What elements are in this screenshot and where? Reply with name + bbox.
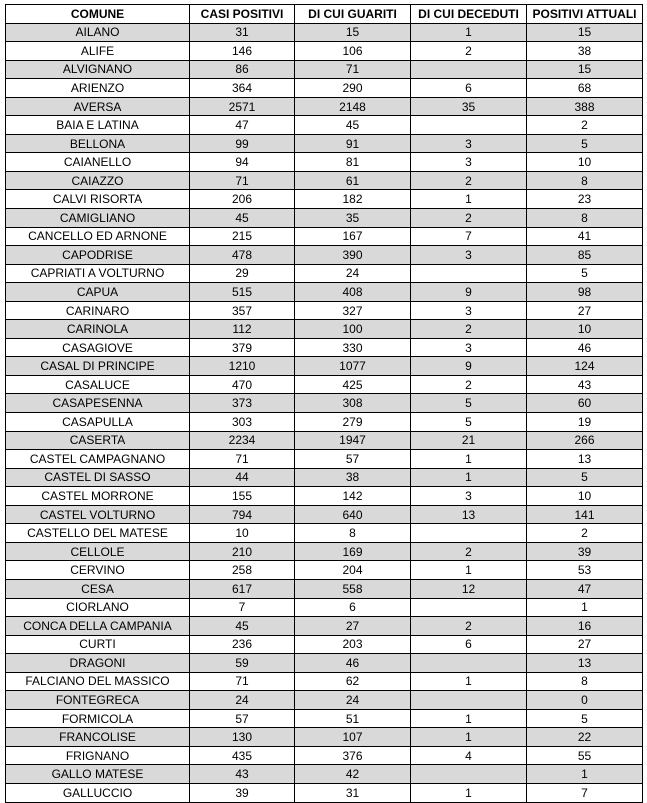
cell-positivi-attuali: 10 bbox=[527, 153, 643, 172]
cell-comune: FRIGNANO bbox=[6, 746, 190, 765]
cell-casi-positivi: 236 bbox=[190, 635, 295, 654]
cell-casi-positivi: 1210 bbox=[190, 357, 295, 376]
table-row bbox=[6, 42, 643, 61]
cell-positivi-attuali: 15 bbox=[527, 60, 643, 79]
cell-deceduti: 6 bbox=[411, 79, 527, 98]
table-row bbox=[6, 190, 643, 209]
cell-deceduti: 6 bbox=[411, 635, 527, 654]
cell-casi-positivi: 2571 bbox=[190, 97, 295, 116]
cell-comune: CASTEL CAMPAGNANO bbox=[6, 450, 190, 469]
cell-guariti: 57 bbox=[295, 450, 411, 469]
cell-deceduti: 9 bbox=[411, 283, 527, 302]
table-row bbox=[6, 23, 643, 42]
cell-guariti: 62 bbox=[295, 672, 411, 691]
cell-casi-positivi: 303 bbox=[190, 413, 295, 432]
cell-guariti: 558 bbox=[295, 579, 411, 598]
cell-guariti: 330 bbox=[295, 338, 411, 357]
cell-deceduti: 21 bbox=[411, 431, 527, 450]
cell-casi-positivi: 364 bbox=[190, 79, 295, 98]
cell-casi-positivi: 45 bbox=[190, 617, 295, 636]
cell-deceduti: 3 bbox=[411, 301, 527, 320]
cell-deceduti: 5 bbox=[411, 394, 527, 413]
cell-deceduti: 7 bbox=[411, 227, 527, 246]
table-row bbox=[6, 561, 643, 580]
cell-guariti: 8 bbox=[295, 524, 411, 543]
table-row bbox=[6, 394, 643, 413]
cell-guariti: 142 bbox=[295, 487, 411, 506]
cell-casi-positivi: 130 bbox=[190, 728, 295, 747]
table-row bbox=[6, 209, 643, 228]
cell-guariti: 51 bbox=[295, 709, 411, 728]
cell-positivi-attuali: 1 bbox=[527, 765, 643, 784]
cell-casi-positivi: 59 bbox=[190, 654, 295, 673]
cell-comune: ALVIGNANO bbox=[6, 60, 190, 79]
cell-positivi-attuali: 141 bbox=[527, 505, 643, 524]
cell-comune: CASAPULLA bbox=[6, 413, 190, 432]
cell-deceduti bbox=[411, 60, 527, 79]
cell-deceduti bbox=[411, 691, 527, 710]
cell-positivi-attuali: 39 bbox=[527, 542, 643, 561]
cell-casi-positivi: 357 bbox=[190, 301, 295, 320]
cell-guariti: 91 bbox=[295, 134, 411, 153]
cell-casi-positivi: 57 bbox=[190, 709, 295, 728]
cell-positivi-attuali: 13 bbox=[527, 450, 643, 469]
cell-deceduti: 1 bbox=[411, 23, 527, 42]
cell-deceduti: 1 bbox=[411, 561, 527, 580]
cell-positivi-attuali: 5 bbox=[527, 709, 643, 728]
cell-casi-positivi: 2234 bbox=[190, 431, 295, 450]
cell-comune: FONTEGRECA bbox=[6, 691, 190, 710]
table-row bbox=[6, 617, 643, 636]
cell-positivi-attuali: 8 bbox=[527, 171, 643, 190]
cell-deceduti: 1 bbox=[411, 728, 527, 747]
cell-deceduti: 13 bbox=[411, 505, 527, 524]
cell-guariti: 1947 bbox=[295, 431, 411, 450]
cell-positivi-attuali: 8 bbox=[527, 672, 643, 691]
table-row bbox=[6, 524, 643, 543]
cell-casi-positivi: 71 bbox=[190, 672, 295, 691]
cell-guariti: 327 bbox=[295, 301, 411, 320]
cell-comune: FRANCOLISE bbox=[6, 728, 190, 747]
cell-comune: CASAGIOVE bbox=[6, 338, 190, 357]
table-row bbox=[6, 301, 643, 320]
cell-comune: CAMIGLIANO bbox=[6, 209, 190, 228]
table-row bbox=[6, 134, 643, 153]
cell-deceduti: 2 bbox=[411, 375, 527, 394]
cell-positivi-attuali: 47 bbox=[527, 579, 643, 598]
cell-deceduti bbox=[411, 116, 527, 135]
cell-positivi-attuali: 7 bbox=[527, 783, 643, 802]
table-row bbox=[6, 97, 643, 116]
cell-positivi-attuali: 53 bbox=[527, 561, 643, 580]
cell-guariti: 107 bbox=[295, 728, 411, 747]
cell-deceduti: 9 bbox=[411, 357, 527, 376]
cell-casi-positivi: 206 bbox=[190, 190, 295, 209]
cell-guariti: 640 bbox=[295, 505, 411, 524]
cell-deceduti: 1 bbox=[411, 672, 527, 691]
cell-positivi-attuali: 266 bbox=[527, 431, 643, 450]
cell-comune: CONCA DELLA CAMPANIA bbox=[6, 617, 190, 636]
cell-guariti: 15 bbox=[295, 23, 411, 42]
cell-guariti: 81 bbox=[295, 153, 411, 172]
cell-comune: CAIANELLO bbox=[6, 153, 190, 172]
cell-positivi-attuali: 55 bbox=[527, 746, 643, 765]
cell-comune: GALLO MATESE bbox=[6, 765, 190, 784]
cell-deceduti: 2 bbox=[411, 42, 527, 61]
cell-casi-positivi: 258 bbox=[190, 561, 295, 580]
table-row bbox=[6, 468, 643, 487]
cell-comune: FALCIANO DEL MASSICO bbox=[6, 672, 190, 691]
table-row bbox=[6, 542, 643, 561]
cell-comune: CANCELLO ED ARNONE bbox=[6, 227, 190, 246]
header-casi-positivi: CASI POSITIVI bbox=[190, 5, 295, 24]
cell-casi-positivi: 794 bbox=[190, 505, 295, 524]
cell-deceduti: 3 bbox=[411, 153, 527, 172]
cell-comune: CARINARO bbox=[6, 301, 190, 320]
cell-casi-positivi: 43 bbox=[190, 765, 295, 784]
cell-comune: GALLUCCIO bbox=[6, 783, 190, 802]
cell-positivi-attuali: 1 bbox=[527, 598, 643, 617]
cell-guariti: 24 bbox=[295, 264, 411, 283]
cell-deceduti: 5 bbox=[411, 413, 527, 432]
table-row bbox=[6, 60, 643, 79]
table-row bbox=[6, 116, 643, 135]
cell-deceduti: 2 bbox=[411, 542, 527, 561]
cell-comune: CERVINO bbox=[6, 561, 190, 580]
cell-deceduti: 2 bbox=[411, 209, 527, 228]
cell-guariti: 45 bbox=[295, 116, 411, 135]
cell-deceduti bbox=[411, 654, 527, 673]
cell-deceduti: 2 bbox=[411, 171, 527, 190]
cell-positivi-attuali: 388 bbox=[527, 97, 643, 116]
covid-cases-table-container bbox=[5, 4, 642, 803]
cell-comune: CAIAZZO bbox=[6, 171, 190, 190]
cell-positivi-attuali: 10 bbox=[527, 320, 643, 339]
cell-deceduti bbox=[411, 524, 527, 543]
cell-casi-positivi: 373 bbox=[190, 394, 295, 413]
cell-comune: CAPODRISE bbox=[6, 246, 190, 265]
cell-guariti: 106 bbox=[295, 42, 411, 61]
cell-comune: CASERTA bbox=[6, 431, 190, 450]
cell-deceduti: 1 bbox=[411, 468, 527, 487]
table-row bbox=[6, 598, 643, 617]
cell-casi-positivi: 515 bbox=[190, 283, 295, 302]
table-row bbox=[6, 246, 643, 265]
table-row bbox=[6, 413, 643, 432]
cell-guariti: 42 bbox=[295, 765, 411, 784]
cell-positivi-attuali: 8 bbox=[527, 209, 643, 228]
cell-comune: ARIENZO bbox=[6, 79, 190, 98]
cell-positivi-attuali: 68 bbox=[527, 79, 643, 98]
cell-guariti: 46 bbox=[295, 654, 411, 673]
cell-casi-positivi: 215 bbox=[190, 227, 295, 246]
table-row bbox=[6, 691, 643, 710]
cell-comune: BELLONA bbox=[6, 134, 190, 153]
cell-deceduti: 1 bbox=[411, 783, 527, 802]
cell-deceduti: 3 bbox=[411, 338, 527, 357]
table-row bbox=[6, 654, 643, 673]
cell-positivi-attuali: 2 bbox=[527, 524, 643, 543]
cell-comune: CIORLANO bbox=[6, 598, 190, 617]
cell-comune: AILANO bbox=[6, 23, 190, 42]
table-row bbox=[6, 357, 643, 376]
cell-deceduti: 12 bbox=[411, 579, 527, 598]
cell-positivi-attuali: 13 bbox=[527, 654, 643, 673]
table-header bbox=[6, 5, 643, 24]
cell-deceduti: 35 bbox=[411, 97, 527, 116]
cell-positivi-attuali: 5 bbox=[527, 264, 643, 283]
cell-casi-positivi: 617 bbox=[190, 579, 295, 598]
table-row bbox=[6, 765, 643, 784]
table-row bbox=[6, 375, 643, 394]
cell-guariti: 24 bbox=[295, 691, 411, 710]
cell-deceduti: 4 bbox=[411, 746, 527, 765]
covid-cases-table bbox=[5, 4, 643, 803]
cell-guariti: 1077 bbox=[295, 357, 411, 376]
cell-comune: CASTEL MORRONE bbox=[6, 487, 190, 506]
table-body bbox=[6, 23, 643, 802]
cell-deceduti: 1 bbox=[411, 450, 527, 469]
table-row bbox=[6, 283, 643, 302]
cell-guariti: 390 bbox=[295, 246, 411, 265]
cell-casi-positivi: 31 bbox=[190, 23, 295, 42]
cell-comune: CASTELLO DEL MATESE bbox=[6, 524, 190, 543]
cell-guariti: 290 bbox=[295, 79, 411, 98]
cell-casi-positivi: 47 bbox=[190, 116, 295, 135]
cell-positivi-attuali: 38 bbox=[527, 42, 643, 61]
table-row bbox=[6, 320, 643, 339]
table-row bbox=[6, 579, 643, 598]
cell-positivi-attuali: 15 bbox=[527, 23, 643, 42]
cell-casi-positivi: 470 bbox=[190, 375, 295, 394]
cell-comune: AVERSA bbox=[6, 97, 190, 116]
cell-casi-positivi: 94 bbox=[190, 153, 295, 172]
cell-casi-positivi: 86 bbox=[190, 60, 295, 79]
cell-casi-positivi: 39 bbox=[190, 783, 295, 802]
cell-comune: CAPRIATI A VOLTURNO bbox=[6, 264, 190, 283]
cell-casi-positivi: 44 bbox=[190, 468, 295, 487]
table-row bbox=[6, 153, 643, 172]
cell-guariti: 38 bbox=[295, 468, 411, 487]
cell-casi-positivi: 71 bbox=[190, 171, 295, 190]
cell-casi-positivi: 29 bbox=[190, 264, 295, 283]
cell-deceduti: 2 bbox=[411, 320, 527, 339]
cell-positivi-attuali: 22 bbox=[527, 728, 643, 747]
cell-positivi-attuali: 23 bbox=[527, 190, 643, 209]
table-row bbox=[6, 450, 643, 469]
cell-positivi-attuali: 27 bbox=[527, 635, 643, 654]
cell-positivi-attuali: 27 bbox=[527, 301, 643, 320]
cell-guariti: 425 bbox=[295, 375, 411, 394]
cell-deceduti: 1 bbox=[411, 190, 527, 209]
cell-comune: ALIFE bbox=[6, 42, 190, 61]
cell-casi-positivi: 146 bbox=[190, 42, 295, 61]
cell-deceduti: 2 bbox=[411, 617, 527, 636]
cell-casi-positivi: 379 bbox=[190, 338, 295, 357]
table-row bbox=[6, 746, 643, 765]
cell-comune: CASAPESENNA bbox=[6, 394, 190, 413]
cell-guariti: 204 bbox=[295, 561, 411, 580]
cell-comune: CASTEL DI SASSO bbox=[6, 468, 190, 487]
cell-comune: FORMICOLA bbox=[6, 709, 190, 728]
table-row bbox=[6, 487, 643, 506]
cell-positivi-attuali: 41 bbox=[527, 227, 643, 246]
cell-deceduti bbox=[411, 264, 527, 283]
cell-positivi-attuali: 19 bbox=[527, 413, 643, 432]
cell-comune: CESA bbox=[6, 579, 190, 598]
cell-positivi-attuali: 2 bbox=[527, 116, 643, 135]
cell-positivi-attuali: 5 bbox=[527, 134, 643, 153]
table-row bbox=[6, 431, 643, 450]
cell-deceduti: 3 bbox=[411, 134, 527, 153]
header-row bbox=[6, 5, 643, 24]
cell-casi-positivi: 155 bbox=[190, 487, 295, 506]
table-row bbox=[6, 635, 643, 654]
cell-positivi-attuali: 5 bbox=[527, 468, 643, 487]
header-positivi-attuali: POSITIVI ATTUALI bbox=[527, 5, 643, 24]
cell-guariti: 27 bbox=[295, 617, 411, 636]
cell-guariti: 2148 bbox=[295, 97, 411, 116]
cell-deceduti: 3 bbox=[411, 487, 527, 506]
table-row bbox=[6, 505, 643, 524]
table-row bbox=[6, 709, 643, 728]
cell-guariti: 100 bbox=[295, 320, 411, 339]
cell-comune: BAIA E LATINA bbox=[6, 116, 190, 135]
cell-positivi-attuali: 16 bbox=[527, 617, 643, 636]
cell-guariti: 182 bbox=[295, 190, 411, 209]
cell-comune: CELLOLE bbox=[6, 542, 190, 561]
table-row bbox=[6, 672, 643, 691]
cell-comune: CASALUCE bbox=[6, 375, 190, 394]
table-row bbox=[6, 338, 643, 357]
cell-positivi-attuali: 85 bbox=[527, 246, 643, 265]
cell-positivi-attuali: 60 bbox=[527, 394, 643, 413]
cell-guariti: 203 bbox=[295, 635, 411, 654]
cell-guariti: 71 bbox=[295, 60, 411, 79]
cell-comune: DRAGONI bbox=[6, 654, 190, 673]
cell-comune: CARINOLA bbox=[6, 320, 190, 339]
cell-positivi-attuali: 124 bbox=[527, 357, 643, 376]
cell-deceduti bbox=[411, 598, 527, 617]
cell-guariti: 35 bbox=[295, 209, 411, 228]
cell-guariti: 169 bbox=[295, 542, 411, 561]
cell-positivi-attuali: 98 bbox=[527, 283, 643, 302]
cell-comune: CURTI bbox=[6, 635, 190, 654]
table-row bbox=[6, 264, 643, 283]
cell-casi-positivi: 7 bbox=[190, 598, 295, 617]
cell-guariti: 408 bbox=[295, 283, 411, 302]
cell-guariti: 61 bbox=[295, 171, 411, 190]
cell-casi-positivi: 45 bbox=[190, 209, 295, 228]
cell-casi-positivi: 10 bbox=[190, 524, 295, 543]
table-row bbox=[6, 728, 643, 747]
cell-guariti: 167 bbox=[295, 227, 411, 246]
cell-positivi-attuali: 43 bbox=[527, 375, 643, 394]
cell-comune: CASTEL VOLTURNO bbox=[6, 505, 190, 524]
cell-casi-positivi: 99 bbox=[190, 134, 295, 153]
cell-casi-positivi: 435 bbox=[190, 746, 295, 765]
table-row bbox=[6, 171, 643, 190]
cell-guariti: 376 bbox=[295, 746, 411, 765]
cell-positivi-attuali: 10 bbox=[527, 487, 643, 506]
cell-guariti: 31 bbox=[295, 783, 411, 802]
header-comune: COMUNE bbox=[6, 5, 190, 24]
cell-casi-positivi: 112 bbox=[190, 320, 295, 339]
cell-comune: CALVI RISORTA bbox=[6, 190, 190, 209]
cell-deceduti bbox=[411, 765, 527, 784]
cell-guariti: 279 bbox=[295, 413, 411, 432]
cell-casi-positivi: 24 bbox=[190, 691, 295, 710]
table-row bbox=[6, 227, 643, 246]
cell-casi-positivi: 71 bbox=[190, 450, 295, 469]
cell-deceduti: 1 bbox=[411, 709, 527, 728]
cell-positivi-attuali: 46 bbox=[527, 338, 643, 357]
cell-positivi-attuali: 0 bbox=[527, 691, 643, 710]
cell-casi-positivi: 210 bbox=[190, 542, 295, 561]
cell-guariti: 308 bbox=[295, 394, 411, 413]
cell-casi-positivi: 478 bbox=[190, 246, 295, 265]
header-di-cui-guariti: DI CUI GUARITI bbox=[295, 5, 411, 24]
cell-guariti: 6 bbox=[295, 598, 411, 617]
table-row bbox=[6, 783, 643, 802]
table-row bbox=[6, 79, 643, 98]
cell-comune: CAPUA bbox=[6, 283, 190, 302]
cell-comune: CASAL DI PRINCIPE bbox=[6, 357, 190, 376]
cell-deceduti: 3 bbox=[411, 246, 527, 265]
header-di-cui-deceduti: DI CUI DECEDUTI bbox=[411, 5, 527, 24]
